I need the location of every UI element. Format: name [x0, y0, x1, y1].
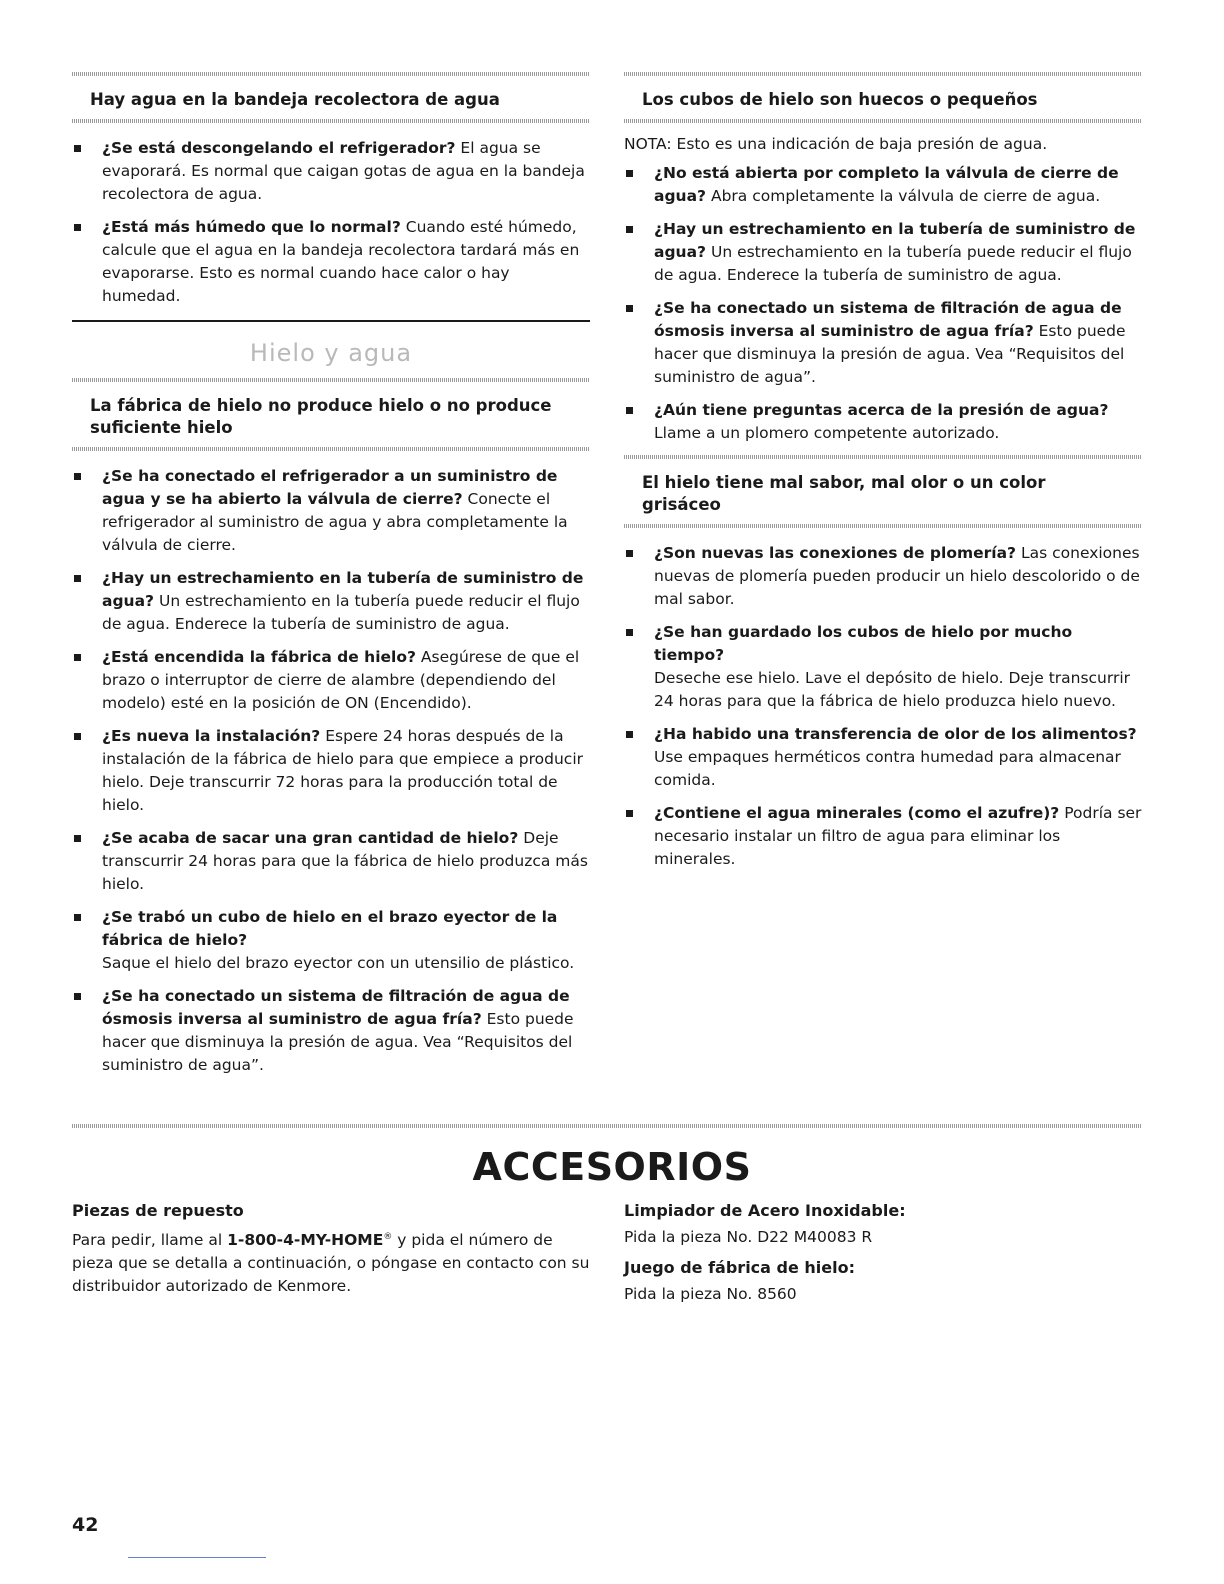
list-item: ¿Se ha conectado un sistema de filtración de agua de ósmosis inversa al suministro de agua fría? Esto puede hacer que disminuya la presión de agua. Vea “Requisitos del suministro de agua”.: [72, 985, 590, 1077]
parts-text: Para pedir, llame al 1-800-4-MY-HOME® y pida el número de pieza que se detalla a continuación, o póngase en contacto con su distribuidor autorizado de Kenmore.: [72, 1231, 590, 1296]
section-subtitle: Hielo y agua: [249, 339, 413, 367]
list-item: ¿Está encendida la fábrica de hielo? Asegúrese de que el brazo o interruptor de cierre de alambre (dependiendo del modelo) esté en la posición de ON (Encendido).: [72, 646, 590, 715]
list-item: ¿Hay un estrechamiento en la tubería de suministro de agua? Un estrechamiento en la tubería puede reducir el flujo de agua. Enderece la tubería de suministro de agua.: [624, 218, 1142, 287]
list-item: ¿Se ha conectado el refrigerador a un suministro de agua y se ha abierto la válvula de cierre? Conecte el refrigerador al suministro de agua y abra completamente la válvula de cierre.: [72, 465, 590, 557]
list-item: ¿Hay un estrechamiento en la tubería de suministro de agua? Un estrechamiento en la tubería puede reducir el flujo de agua. Enderece la tubería de suministro de agua.: [72, 567, 590, 636]
bullet-list: [72, 137, 590, 308]
parts-block: [72, 1200, 592, 1298]
list-item: ¿Se está descongelando el refrigerador? El agua se evaporará. Es normal que caigan gotas de agua en la bandeja recolectora de agua.: [72, 137, 590, 206]
phone-number: 1-800-4-MY-HOME: [227, 1231, 384, 1250]
icemaker-heading: Juego de fábrica de hielo:: [624, 1258, 855, 1277]
list-item: ¿Se acaba de sacar una gran cantidad de hielo? Deje transcurrir 24 horas para que la fábrica de hielo produzca más hielo.: [72, 827, 590, 896]
section-divider: [72, 447, 590, 451]
section-divider: [624, 524, 1142, 528]
list-item: ¿Aún tiene preguntas acerca de la presión de agua? Llame a un plomero competente autorizado.: [624, 399, 1142, 445]
cleaner-text: Pida la pieza No. D22 M40083 R: [624, 1228, 873, 1246]
note-text: NOTA: Esto es una indicación de baja presión de agua.: [624, 135, 1048, 153]
section-divider: [72, 119, 590, 123]
list-item: ¿No está abierta por completo la válvula de cierre de agua? Abra completamente la válvula de cierre de agua.: [624, 162, 1142, 208]
section-divider: [624, 119, 1142, 123]
section-rule: [72, 320, 590, 322]
left-column: [72, 72, 590, 1087]
footer-line: [128, 1557, 266, 1558]
section-divider: [72, 1124, 1142, 1128]
icemaker-text: Pida la pieza No. 8560: [624, 1285, 797, 1303]
list-item: ¿Se han guardado los cubos de hielo por mucho tiempo? Deseche ese hielo. Lave el depósito de hielo. Deje transcurrir 24 horas para que la fábrica de hielo produzca hielo nuevo.: [624, 621, 1142, 713]
accessories-title: ACCESORIOS: [472, 1145, 752, 1189]
section-title: El hielo tiene mal sabor, mal olor o un color grisáceo: [642, 473, 1046, 514]
list-item: ¿Es nueva la instalación? Espere 24 horas después de la instalación de la fábrica de hielo para que empiece a producir hielo. Deje transcurrir 72 horas para la producción total de hielo.: [72, 725, 590, 817]
registered-mark: ®: [383, 1232, 393, 1242]
section-title: Los cubos de hielo son huecos o pequeños: [642, 90, 1038, 109]
section-title: Hay agua en la bandeja recolectora de agua: [90, 90, 500, 109]
list-item: ¿Se trabó un cubo de hielo en el brazo eyector de la fábrica de hielo? Saque el hielo del brazo eyector con un utensilio de plástico.: [72, 906, 590, 975]
bullet-list: [624, 542, 1142, 871]
list-item: ¿Ha habido una transferencia de olor de los alimentos? Use empaques herméticos contra humedad para almacenar comida.: [624, 723, 1142, 792]
list-item: ¿Son nuevas las conexiones de plomería? Las conexiones nuevas de plomería pueden producir un hielo descolorido o de mal sabor.: [624, 542, 1142, 611]
list-item: ¿Se ha conectado un sistema de filtración de agua de ósmosis inversa al suministro de agua fría? Esto puede hacer que disminuya la presión de agua. Vea “Requisitos del suministro de agua”.: [624, 297, 1142, 389]
page-number: 42: [72, 1514, 99, 1536]
cleaner-heading: Limpiador de Acero Inoxidable:: [624, 1201, 906, 1220]
bullet-list: [624, 162, 1142, 445]
section-title: La fábrica de hielo no produce hielo o no produce suficiente hielo: [90, 396, 552, 437]
parts-heading: Piezas de repuesto: [72, 1201, 244, 1220]
right-column: [624, 72, 1142, 881]
list-item: ¿Está más húmedo que lo normal? Cuando esté húmedo, calcule que el agua en la bandeja recolectora tardará más en evaporarse. Esto es normal cuando hace calor o hay humedad.: [72, 216, 590, 308]
bullet-list: [72, 465, 590, 1077]
list-item: ¿Contiene el agua minerales (como el azufre)? Podría ser necesario instalar un filtro de agua para eliminar los minerales.: [624, 802, 1142, 871]
accessory-parts: [624, 1200, 1142, 1314]
